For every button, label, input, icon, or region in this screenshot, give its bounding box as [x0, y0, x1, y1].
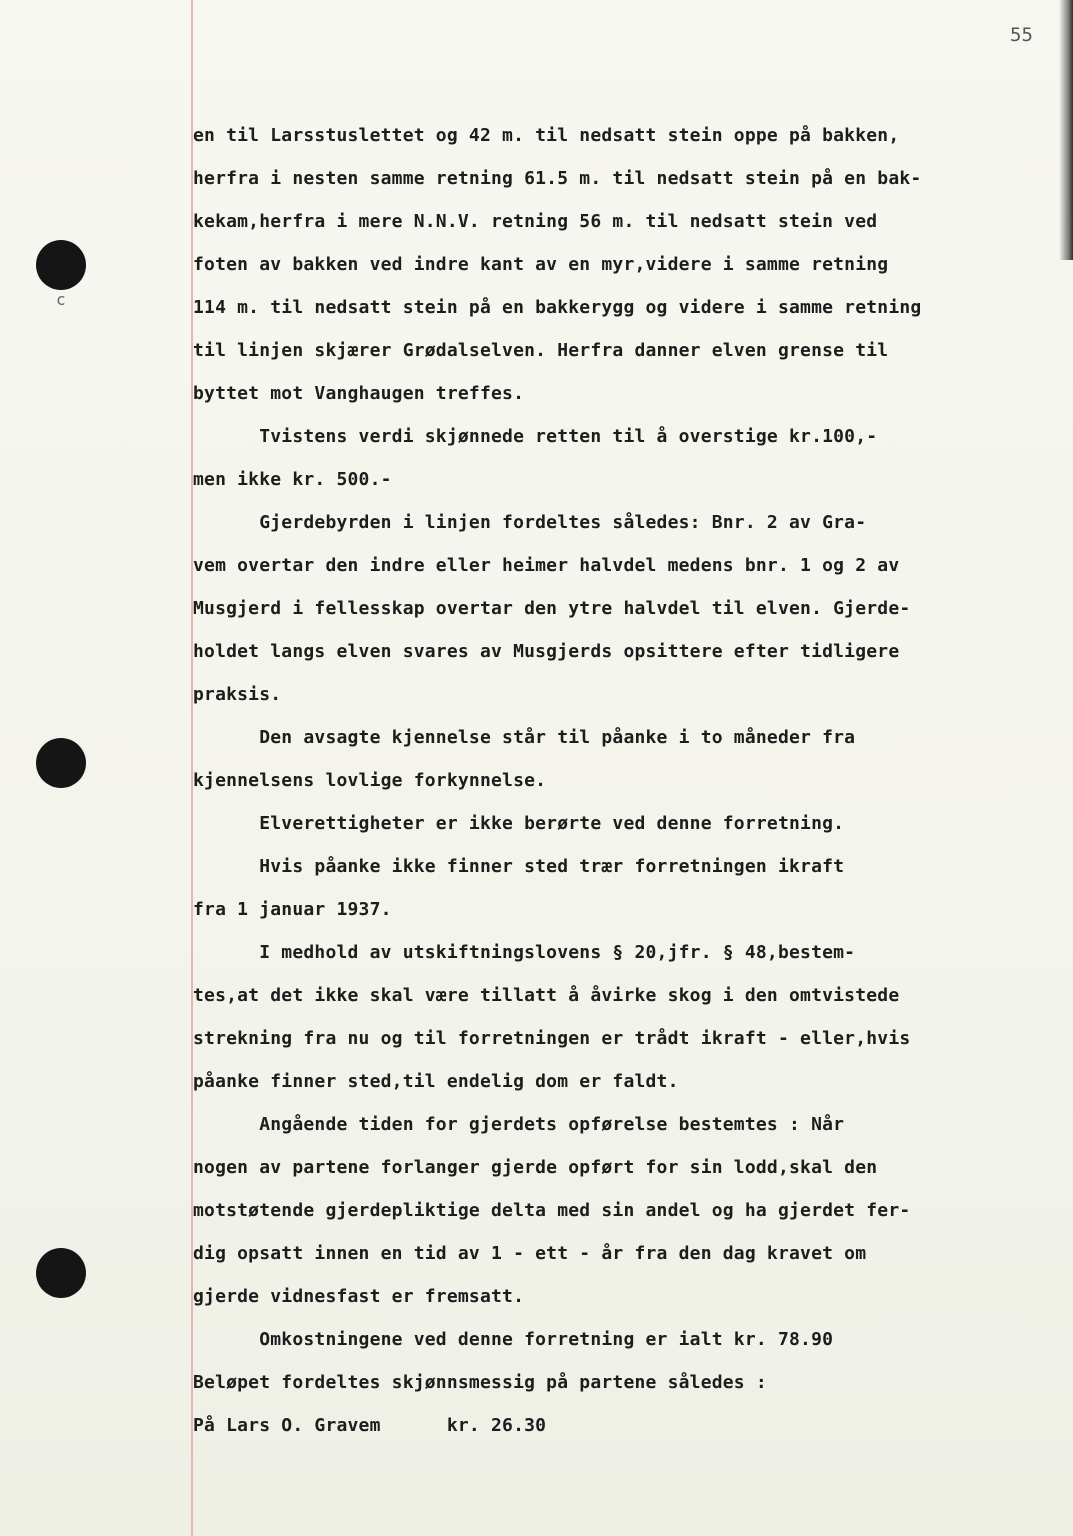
text-line: tes,at det ikke skal være tillatt å åvirke skog i den omtvistede	[193, 985, 900, 1006]
text-line: til linjen skjærer Grødalselven. Herfra danner elven grense til	[193, 340, 889, 361]
body-text	[193, 114, 1053, 1447]
text-line: kekam,herfra i mere N.N.V. retning 56 m. til nedsatt stein ved	[193, 211, 878, 232]
text-line: strekning fra nu og til forretningen er trådt ikraft - eller,hvis	[193, 1028, 911, 1049]
text-line: Den avsagte kjennelse står til påanke i to måneder fra	[193, 727, 856, 748]
text-line: På Lars O. Gravem kr. 26.30	[193, 1415, 547, 1436]
punch-hole-icon	[36, 240, 86, 290]
text-line: Elverettigheter er ikke berørte ved denne forretning.	[193, 813, 845, 834]
text-line: praksis.	[193, 684, 282, 705]
text-line: vem overtar den indre eller heimer halvdel medens bnr. 1 og 2 av	[193, 555, 900, 576]
text-line: kjennelsens lovlige forkynnelse.	[193, 770, 547, 791]
text-line: 114 m. til nedsatt stein på en bakkerygg og videre i samme retning	[193, 297, 922, 318]
margin-pencil-mark: c	[56, 290, 66, 309]
text-line: Tvistens verdi skjønnede retten til å overstige kr.100,-	[193, 426, 878, 447]
text-line: gjerde vidnesfast er fremsatt.	[193, 1286, 525, 1307]
text-line: Gjerdebyrden i linjen fordeltes således: Bnr. 2 av Gra-	[193, 512, 867, 533]
punch-hole-icon	[36, 738, 86, 788]
text-line: fra 1 januar 1937.	[193, 899, 392, 920]
text-line: I medhold av utskiftningslovens § 20,jfr. § 48,bestem-	[193, 942, 856, 963]
text-line: holdet langs elven svares av Musgjerds opsittere efter tidligere	[193, 641, 900, 662]
text-line: Musgjerd i fellesskap overtar den ytre halvdel til elven. Gjerde-	[193, 598, 911, 619]
page-edge-shadow	[1059, 0, 1073, 260]
page-number: 55	[1010, 24, 1033, 46]
text-line: Beløpet fordeltes skjønnsmessig på partene således :	[193, 1372, 767, 1393]
text-line: påanke finner sted,til endelig dom er faldt.	[193, 1071, 679, 1092]
text-line: dig opsatt innen en tid av 1 - ett - år fra den dag kravet om	[193, 1243, 867, 1264]
text-line: motstøtende gjerdepliktige delta med sin andel og ha gjerdet fer-	[193, 1200, 911, 1221]
text-line: en til Larsstuslettet og 42 m. til nedsatt stein oppe på bakken,	[193, 125, 900, 146]
text-line: herfra i nesten samme retning 61.5 m. til nedsatt stein på en bak-	[193, 168, 922, 189]
text-line: Angående tiden for gjerdets opførelse bestemtes : Når	[193, 1114, 845, 1135]
text-line: Hvis påanke ikke finner sted trær forretningen ikraft	[193, 856, 845, 877]
punch-hole-icon	[36, 1248, 86, 1298]
text-line: nogen av partene forlanger gjerde opført for sin lodd,skal den	[193, 1157, 878, 1178]
text-line: men ikke kr. 500.-	[193, 469, 392, 490]
text-line: byttet mot Vanghaugen treffes.	[193, 383, 525, 404]
text-line: foten av bakken ved indre kant av en myr,videre i samme retning	[193, 254, 889, 275]
text-line: Omkostningene ved denne forretning er ialt kr. 78.90	[193, 1329, 834, 1350]
